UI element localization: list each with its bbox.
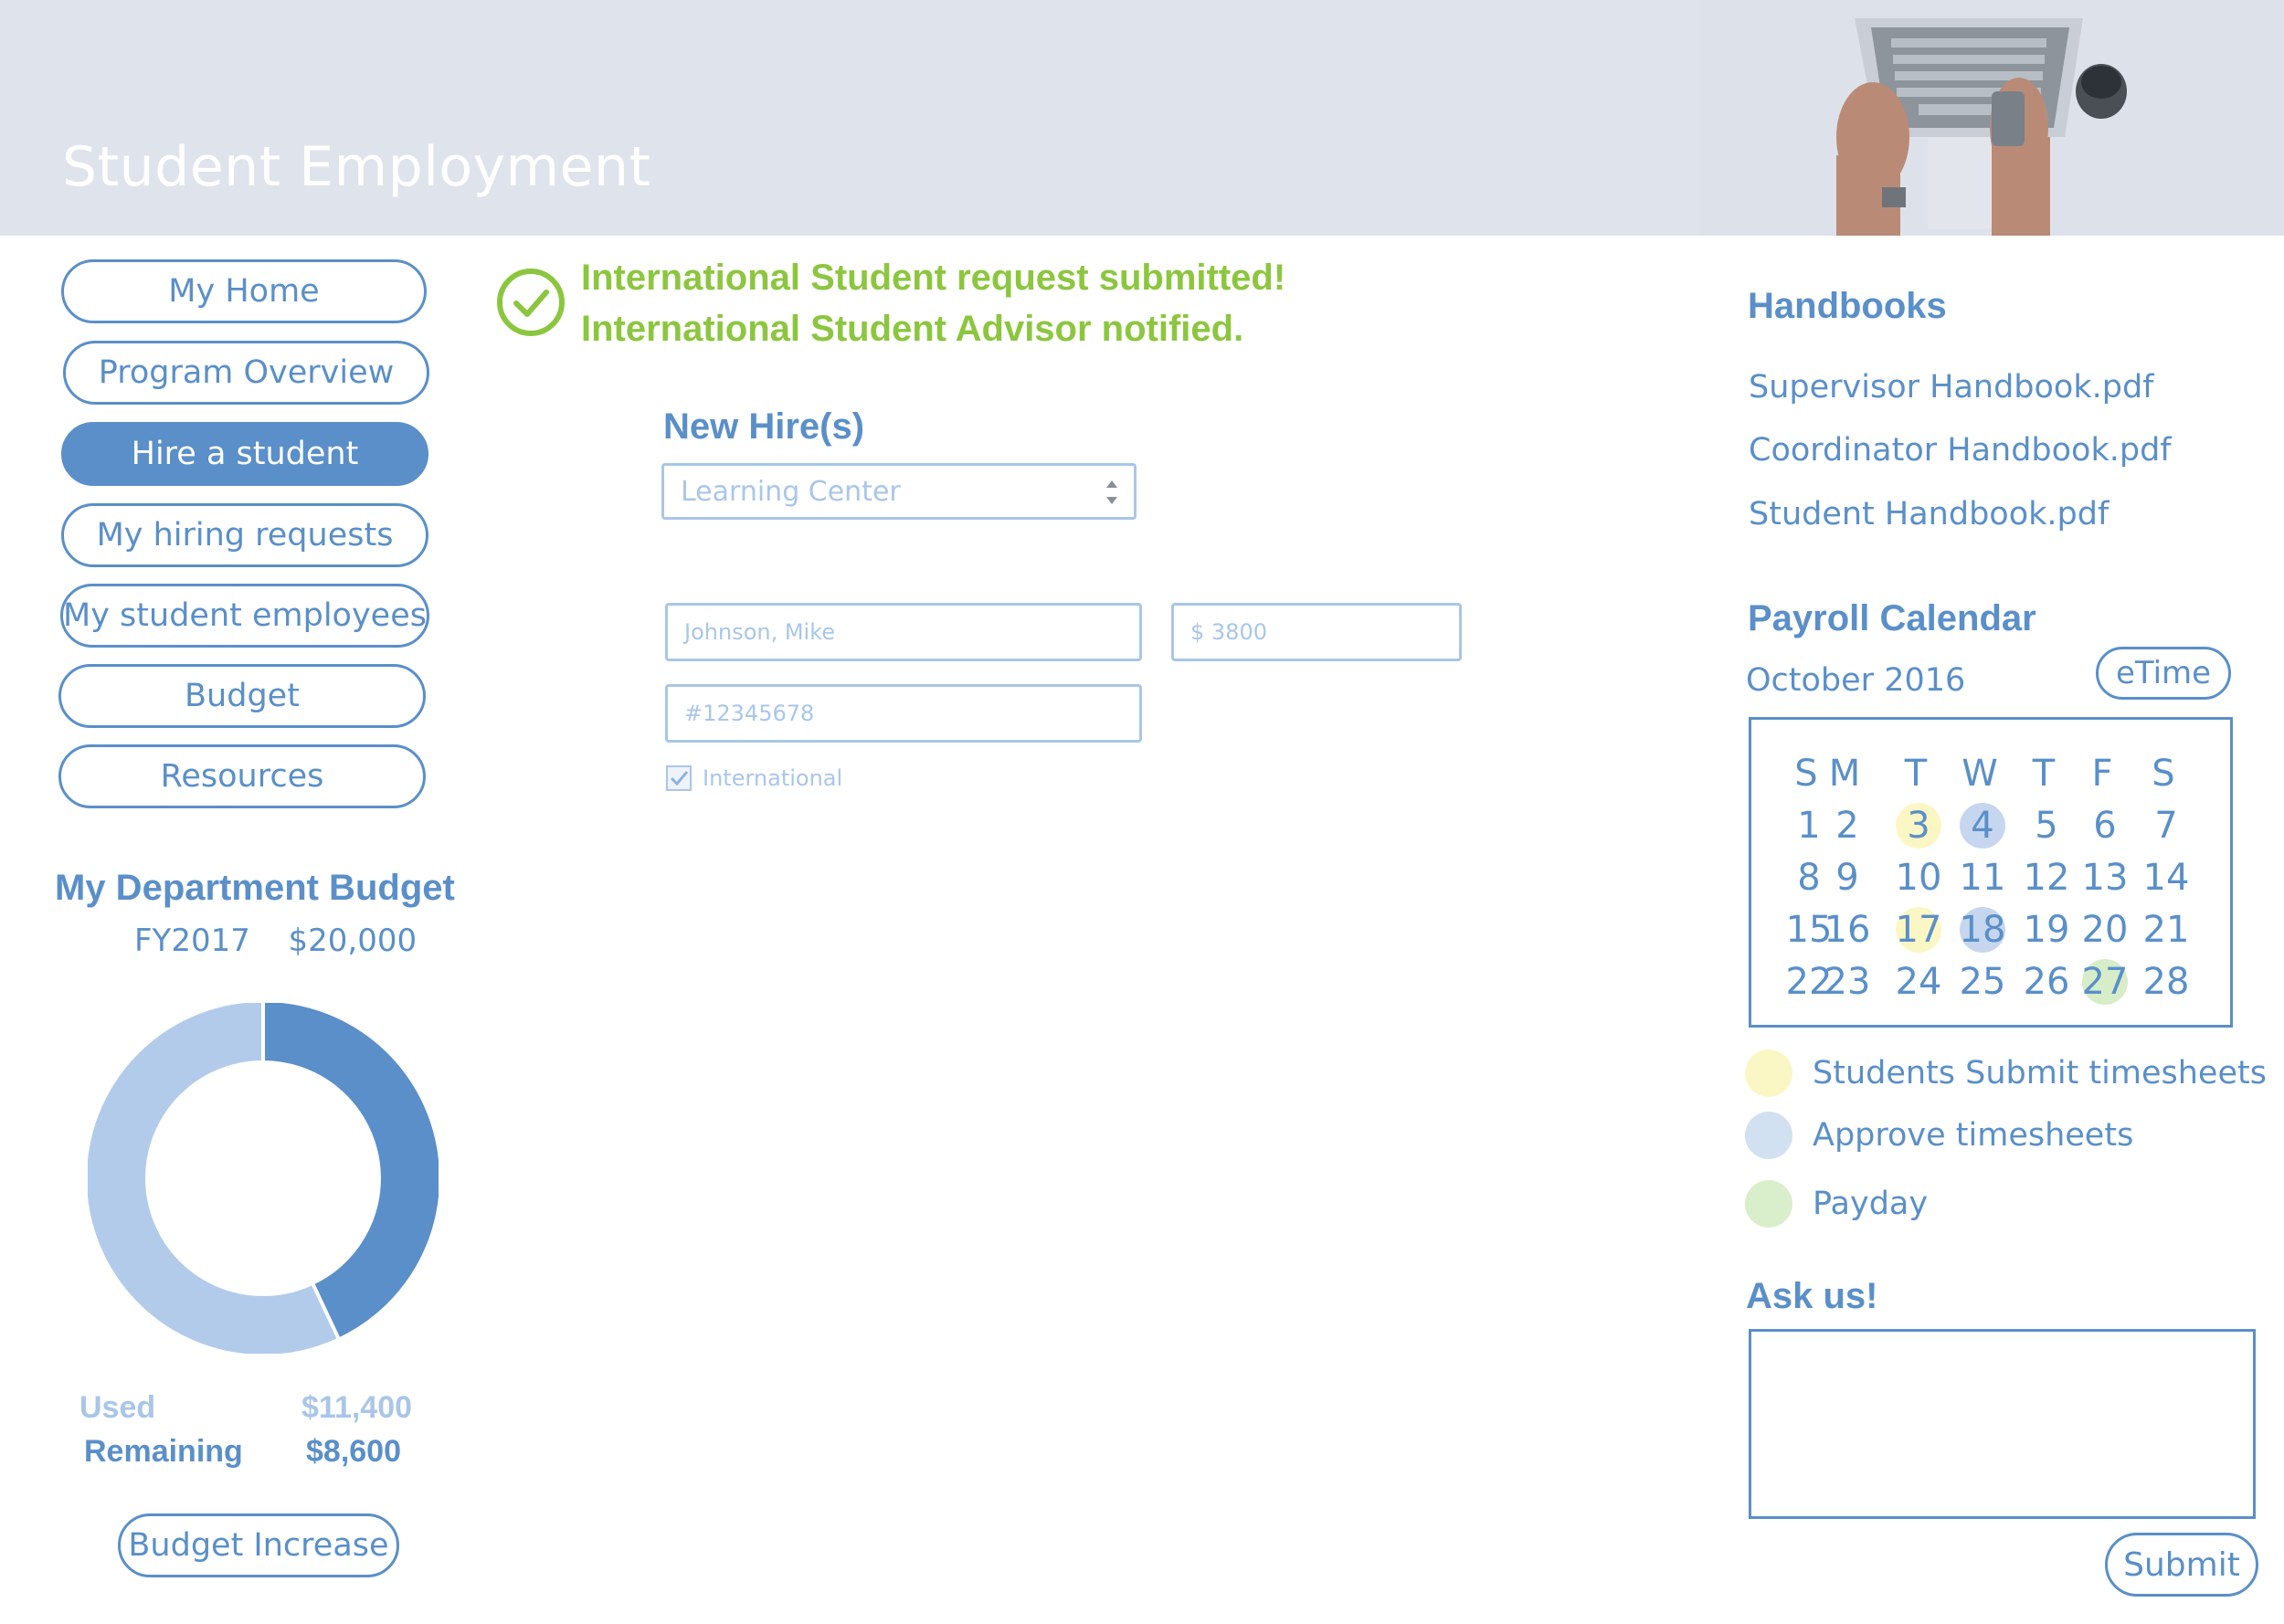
calendar-day[interactable] (2136, 905, 2196, 954)
calendar-day-number: 28 (2142, 961, 2190, 1003)
legend-dot (1745, 1180, 1792, 1228)
calendar-day[interactable] (1888, 853, 1949, 902)
nav-my-hiring-requests[interactable]: My hiring requests (61, 503, 428, 567)
calendar-weekday: F (2091, 753, 2113, 795)
legend-submit-timesheets (1745, 1049, 2267, 1097)
payroll-calendar-title: Payroll Calendar (1748, 598, 2036, 638)
ask-us-title: Ask us! (1746, 1276, 1878, 1316)
calendar-day[interactable] (1888, 801, 1949, 850)
budget-increase-button[interactable]: Budget Increase (118, 1513, 399, 1577)
new-hire-title: New Hire(s) (663, 406, 865, 447)
nav-program-overview[interactable]: Program Overview (63, 341, 429, 405)
calendar-day-number: 26 (2023, 961, 2070, 1003)
calendar-day-number: 25 (1959, 961, 2006, 1003)
nav-my-home[interactable]: My Home (61, 259, 427, 323)
calendar-day[interactable] (2016, 957, 2077, 1007)
calendar-day-number: 4 (1971, 805, 1994, 847)
calendar-day-number: 17 (1895, 909, 1942, 951)
calendar-day[interactable] (2075, 957, 2135, 1007)
calendar-day[interactable] (1817, 905, 1877, 954)
calendar-day-number: 7 (2154, 805, 2178, 847)
calendar-day-number: 8 (1797, 857, 1821, 899)
nav-my-student-employees[interactable]: My student employees (60, 584, 429, 648)
success-check-icon (495, 267, 566, 338)
calendar-day[interactable] (1952, 853, 2013, 902)
calendar-weekday: S (1794, 753, 1818, 795)
payroll-calendar (1749, 717, 2233, 1028)
handbooks-title: Handbooks (1748, 286, 1947, 326)
budget-title: My Department Budget (55, 868, 455, 908)
calendar-day[interactable] (1888, 957, 1949, 1007)
calendar-day[interactable] (1817, 853, 1877, 902)
calendar-day-number: 14 (2142, 857, 2190, 899)
checkmark-icon (668, 767, 690, 789)
calendar-day[interactable] (2075, 801, 2135, 850)
calendar-day-number: 19 (2023, 909, 2070, 951)
budget-used-label: Used (79, 1390, 156, 1425)
calendar-day[interactable] (1817, 957, 1877, 1007)
calendar-day-number: 27 (2081, 961, 2129, 1003)
international-label: International (703, 765, 843, 791)
nav-budget[interactable]: Budget (58, 664, 426, 728)
legend-payday (1745, 1180, 1928, 1228)
laptop-photo (1699, 0, 2284, 236)
legend-label: Students Submit timesheets (1813, 1055, 2267, 1091)
etime-button[interactable]: eTime (2096, 647, 2231, 700)
calendar-weekday: T (1904, 753, 1928, 795)
calendar-day-number: 23 (1824, 961, 1871, 1003)
calendar-day-number: 12 (2023, 857, 2070, 899)
ask-us-textarea[interactable] (1749, 1329, 2256, 1519)
calendar-day[interactable] (2016, 801, 2077, 850)
international-checkbox[interactable] (666, 765, 692, 791)
international-checkbox-row[interactable] (666, 765, 842, 791)
calendar-day[interactable] (2075, 905, 2135, 954)
legend-dot (1745, 1049, 1792, 1097)
calendar-weekday: W (1961, 753, 1998, 795)
student-id-field[interactable]: #12345678 (665, 684, 1142, 743)
calendar-weekday: M (1828, 753, 1861, 795)
donut-remaining-arc (263, 1031, 410, 1312)
header-banner (0, 0, 2284, 236)
calendar-day-number: 2 (1835, 805, 1859, 847)
calendar-month: October 2016 (1746, 662, 1966, 699)
budget-donut-chart (88, 1003, 439, 1354)
calendar-day-number: 18 (1959, 909, 2006, 951)
calendar-day-number: 5 (2035, 805, 2058, 847)
student-name-field[interactable]: Johnson, Mike (665, 603, 1142, 661)
legend-label: Payday (1813, 1186, 1929, 1222)
calendar-day-number: 9 (1835, 857, 1859, 899)
budget-summary (134, 923, 417, 959)
calendar-day-number: 22 (1785, 961, 1833, 1003)
calendar-day-number: 16 (1824, 909, 1871, 951)
calendar-day-number: 11 (1959, 857, 2006, 899)
nav-hire-a-student[interactable]: Hire a student (61, 422, 428, 486)
amount-field[interactable]: $ 3800 (1171, 603, 1462, 661)
submit-button[interactable]: Submit (2105, 1533, 2258, 1597)
select-arrows-icon (1105, 477, 1119, 508)
department-select-value: Learning Center (681, 475, 901, 508)
calendar-day[interactable] (1817, 801, 1877, 850)
legend-approve-timesheets (1745, 1112, 2133, 1159)
budget-fiscal-year: FY2017 (134, 923, 250, 959)
calendar-day-number: 13 (2081, 857, 2129, 899)
budget-used-value: $11,400 (301, 1390, 413, 1425)
notice-line-2: International Student Advisor notified. (581, 309, 1244, 349)
department-select[interactable] (661, 463, 1137, 520)
calendar-day[interactable] (1888, 905, 1949, 954)
calendar-weekday: S (2152, 753, 2175, 795)
supervisor-handbook-link[interactable]: Supervisor Handbook.pdf (1749, 369, 2154, 406)
coordinator-handbook-link[interactable]: Coordinator Handbook.pdf (1749, 432, 2172, 469)
legend-dot (1745, 1112, 1792, 1159)
budget-remaining-value: $8,600 (306, 1434, 401, 1469)
budget-remaining-label: Remaining (84, 1434, 243, 1469)
calendar-day-number: 10 (1895, 857, 1942, 899)
student-handbook-link[interactable]: Student Handbook.pdf (1749, 496, 2110, 533)
calendar-day-number: 1 (1797, 805, 1821, 847)
calendar-day[interactable] (1952, 957, 2013, 1007)
calendar-weekday: T (2032, 753, 2056, 795)
calendar-day[interactable] (2016, 853, 2077, 902)
calendar-day-number: 24 (1895, 961, 1942, 1003)
calendar-day-number: 21 (2142, 909, 2190, 951)
calendar-day[interactable] (1952, 905, 2013, 954)
nav-resources[interactable]: Resources (58, 744, 426, 808)
calendar-day-number: 6 (2093, 805, 2117, 847)
legend-label: Approve timesheets (1813, 1117, 2134, 1154)
calendar-day[interactable] (1952, 801, 2013, 850)
calendar-day[interactable] (2136, 801, 2196, 850)
budget-total: $20,000 (288, 923, 418, 959)
calendar-day[interactable] (2136, 853, 2196, 902)
calendar-day[interactable] (2075, 853, 2135, 902)
notice-line-1: International Student request submitted! (581, 258, 1286, 298)
calendar-day[interactable] (2016, 905, 2077, 954)
calendar-day-number: 3 (1907, 805, 1930, 847)
calendar-day[interactable] (2136, 957, 2196, 1007)
calendar-day-number: 15 (1785, 909, 1833, 951)
page-title: Student Employment (62, 135, 651, 199)
calendar-day-number: 20 (2081, 909, 2129, 951)
